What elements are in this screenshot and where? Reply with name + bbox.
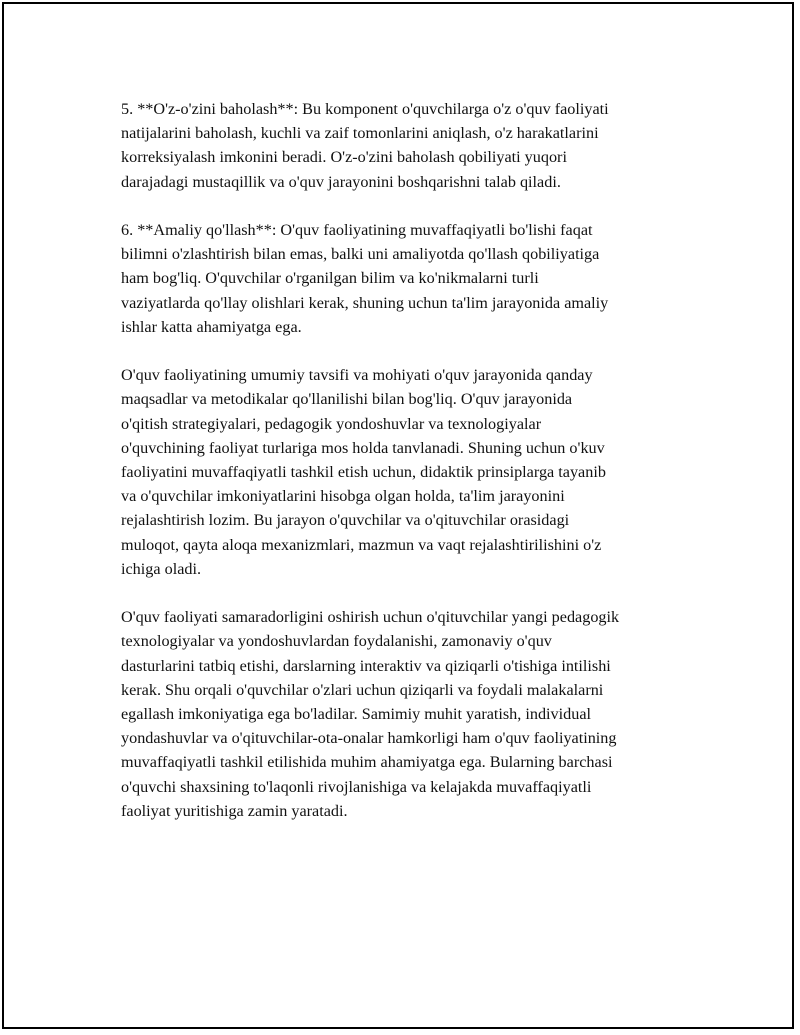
- text-line: o'quvchi shaxsining to'laqonli rivojlanishiga va kelajakda muvaffaqiyatli: [121, 777, 592, 796]
- text-line: yondashuvlar va o'qituvchilar-ota-onalar hamkorligi ham o'quv faoliyatining: [121, 729, 617, 748]
- document-body: [121, 97, 691, 847]
- paragraph-practical-application: [121, 218, 691, 339]
- text-line: kerak. Shu orqali o'quvchilar o'zlari uchun qiziqarli va foydali malakalarni: [121, 680, 604, 699]
- text-line: ichiga oladi.: [121, 559, 202, 578]
- text-line: muvaffaqiyatli tashkil etilishida muhim ahamiyatga ega. Bularning barchasi: [121, 753, 613, 772]
- text-line: ishlar katta ahamiyatga ega.: [121, 317, 302, 336]
- text-line: vaziyatlarda qo'llay olishlari kerak, shuning uchun ta'lim jarayonida amaliy: [121, 293, 609, 312]
- text-line: dasturlarini tatbiq etishi, darslarning interaktiv va qiziqarli o'tishiga intilishi: [121, 656, 611, 675]
- text-line: o'quvchining faoliyat turlariga mos holda tanvlanadi. Shuning uchun o'kuv: [121, 438, 605, 457]
- text-line: va o'quvchilar imkoniyatlarini hisobga olgan holda, ta'lim jarayonini: [121, 487, 565, 506]
- paragraph-general-description: [121, 363, 691, 581]
- text-line: muloqot, qayta aloqa mexanizmlari, mazmun va vaqt rejalashtirilishini o'z: [121, 535, 602, 554]
- paragraph-efficiency: [121, 605, 691, 823]
- text-line: o'qitish strategiyalari, pedagogik yondoshuvlar va texnologiyalar: [121, 414, 542, 433]
- text-line: korreksiyalash imkonini beradi. O'z-o'zini baholash qobiliyati yuqori: [121, 148, 567, 167]
- text-line: 6. **Amaliy qo'llash**: O'quv faoliyatining muvaffaqiyatli bo'lishi faqat: [121, 221, 593, 239]
- text-line: O'quv faoliyatining umumiy tavsifi va mohiyati o'quv jarayonida qanday: [121, 366, 593, 385]
- text-line: faoliyat yuritishiga zamin yaratadi.: [121, 801, 348, 820]
- text-line: O'quv faoliyati samaradorligini oshirish uchun o'qituvchilar yangi pedagogik: [121, 608, 620, 627]
- text-line: egallash imkoniyatiga ega bo'ladilar. Samimiy muhit yaratish, individual: [121, 705, 592, 724]
- paragraph-self-assessment: [121, 97, 691, 194]
- text-line: bilimni o'zlashtirish bilan emas, balki uni amaliyotda qo'llash qobiliyatiga: [121, 245, 600, 264]
- text-line: faoliyatini muvaffaqiyatli tashkil etish uchun, didaktik prinsiplarga tayanib: [121, 463, 606, 482]
- text-line: natijalarini baholash, kuchli va zaif tomonlarini aniqlash, o'z harakatlarini: [121, 124, 599, 143]
- text-line: ham bog'liq. O'quvchilar o'rganilgan bilim va ko'nikmalarni turli: [121, 269, 539, 288]
- text-line: maqsadlar va metodikalar qo'llanilishi bilan bog'liq. O'quv jarayonida: [121, 390, 573, 409]
- text-line: 5. **O'z-o'zini baholash**: Bu komponent o'quvchilarga o'z o'quv faoliyati: [121, 100, 609, 118]
- text-line: rejalashtirish lozim. Bu jarayon o'quvchilar va o'qituvchilar orasidagi: [121, 511, 570, 530]
- document-page: [2, 2, 794, 1029]
- text-line: texnologiyalar va yondoshuvlardan foydalanishi, zamonaviy o'quv: [121, 632, 552, 651]
- text-line: darajadagi mustaqillik va o'quv jarayonini boshqarishni talab qiladi.: [121, 172, 561, 191]
